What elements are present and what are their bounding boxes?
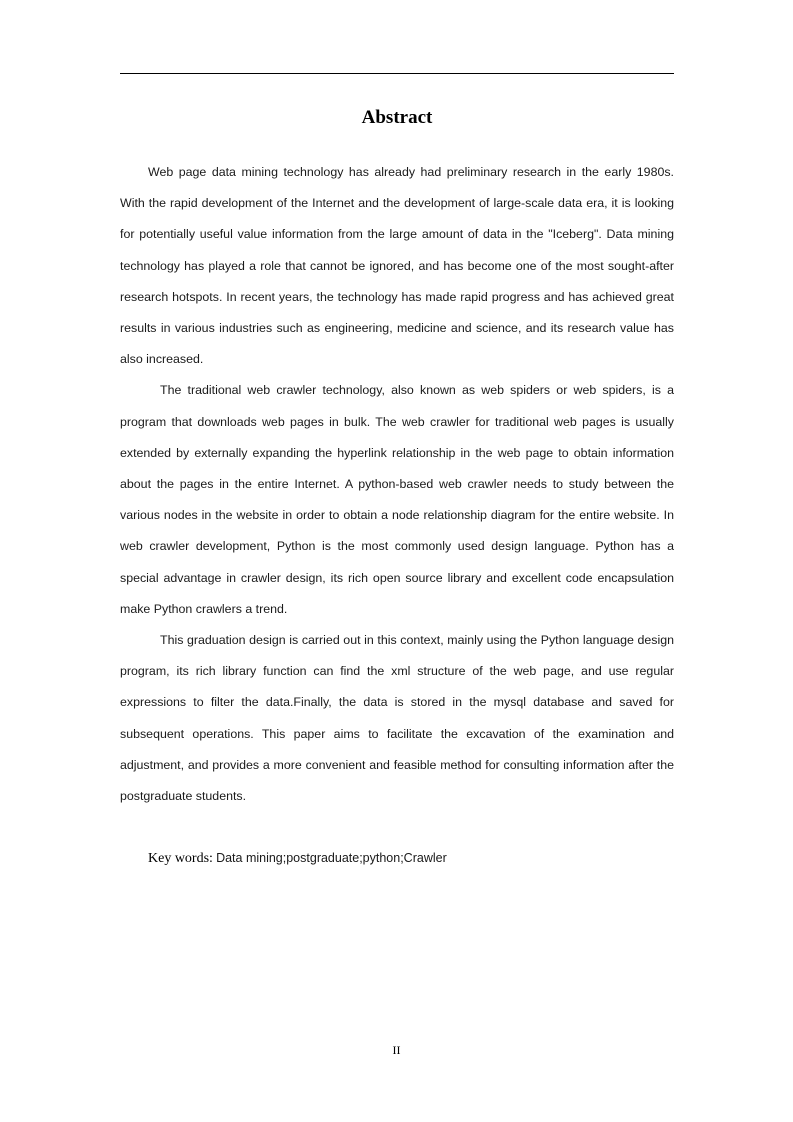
abstract-paragraph-2: The traditional web crawler technology, also known as web spiders or web spiders, is a program that downloads web pages in bulk. The web crawler for traditional web pages is usually extended by externally expanding the hyperlink relationship in the web page to obtain information about the pages in the entire Internet. A python-based web crawler needs to study between the various nodes in the website in order to obtain a node relationship diagram for the entire website. In web crawler development, Python is the most commonly used design language. Python has a special advantage in crawler design, its rich open source library and excellent code encapsulation make Python crawlers a trend.	[120, 383, 674, 616]
page-title: Abstract	[361, 107, 433, 128]
keywords-label: Key words:	[148, 851, 213, 866]
page-number: II	[392, 1043, 401, 1057]
header-rule	[120, 73, 674, 74]
abstract-paragraph-1: Web page data mining technology has already had preliminary research in the early 1980s. With the rapid development of the Internet and the development of large-scale data era, it is looking for potentially useful value information from the large amount of data in the "Iceberg". Data mining technology has played a role that cannot be ignored, and has become one of the most sought-after research hotspots. In recent years, the technology has made rapid progress and has achieved great results in various industries such as engineering, medicine and science, and its research value has also increased.	[120, 165, 674, 367]
abstract-body	[120, 157, 674, 812]
keywords-value: Data mining;postgraduate;python;Crawler	[216, 851, 447, 865]
keywords-line	[148, 846, 447, 871]
abstract-paragraph-3: This graduation design is carried out in this context, mainly using the Python language design program, its rich library function can find the xml structure of the web page, and use regular expressions to filter the data.Finally, the data is stored in the mysql database and saved for subsequent operations. This paper aims to facilitate the excavation of the examination and adjustment, and provides a more convenient and feasible method for consulting information after the postgraduate students.	[120, 633, 674, 804]
